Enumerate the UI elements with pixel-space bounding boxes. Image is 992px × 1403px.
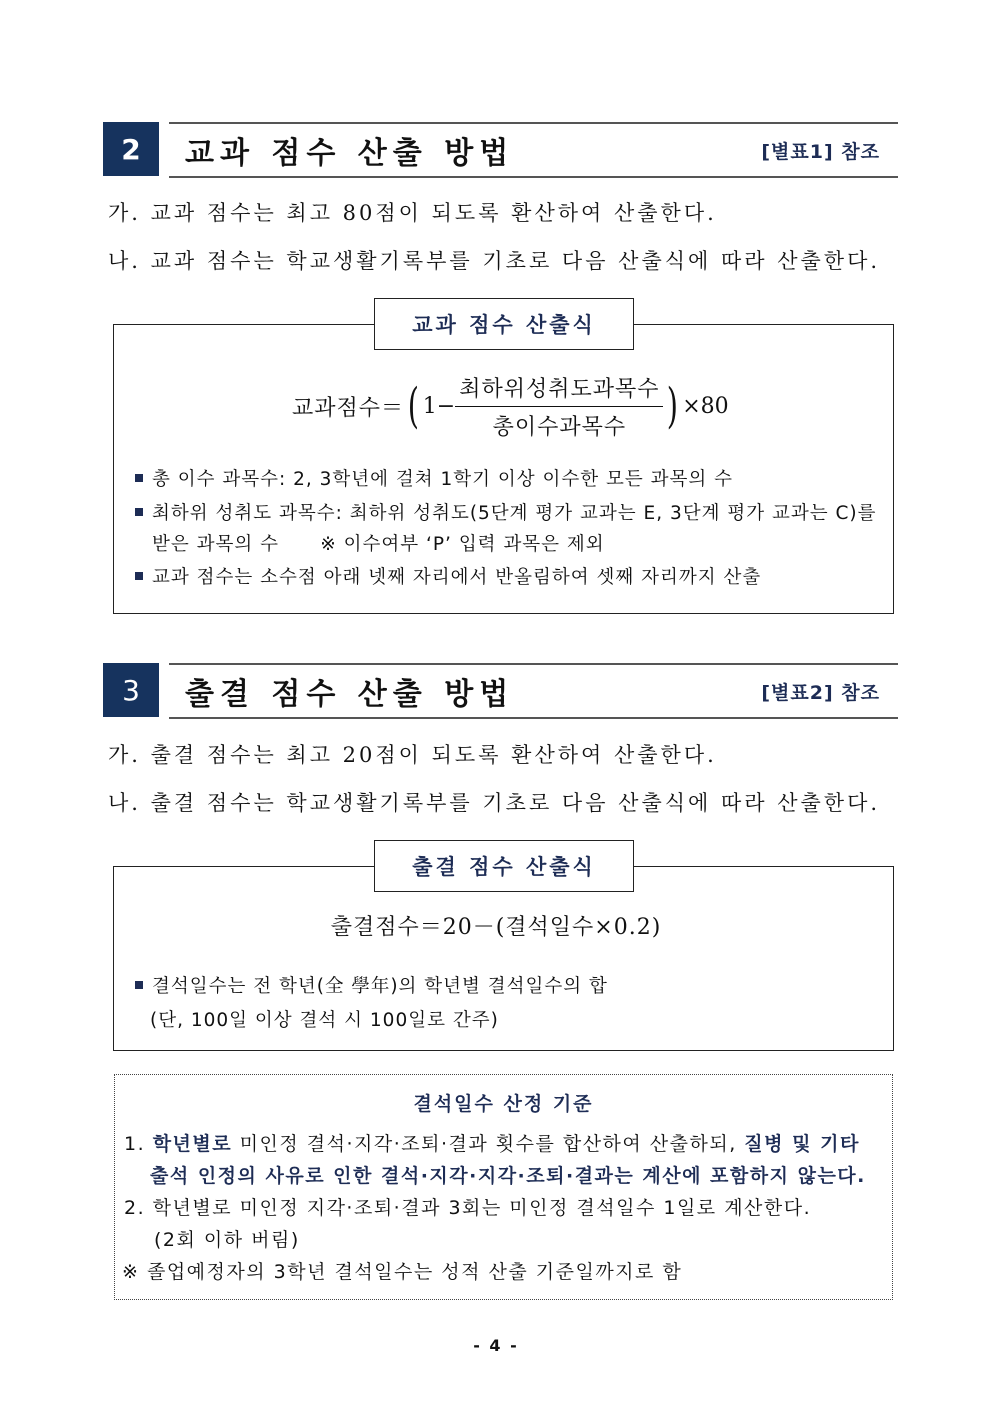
bullet-item	[135, 465, 733, 491]
section-number: 2	[103, 122, 159, 176]
section-number: 3	[103, 663, 159, 717]
formula-box-title: 출결 점수 산출식	[374, 840, 634, 892]
criteria-item-1	[124, 1129, 860, 1156]
paragraph-ga: 가. 출결 점수는 최고 20점이 되도록 환산하여 산출한다.	[108, 743, 717, 767]
criteria-item-2: 2. 학년별로 미인정 지각·조퇴·결과 3회는 미인정 결석일수 1일로 계산한다.	[124, 1197, 812, 1219]
formula-lhs: 교과점수＝	[292, 395, 405, 421]
formula-one-minus: 1−	[422, 393, 456, 419]
page-number: - 4 -	[473, 1336, 519, 1355]
item-number: 1.	[124, 1133, 146, 1155]
square-bullet-icon	[135, 508, 143, 516]
formula-open-paren: (	[407, 378, 420, 434]
paragraph-na: 나. 출결 점수는 학교생활기록부를 기초로 다음 산출식에 따라 산출한다.	[108, 791, 881, 815]
item-bold-text: 학년별로	[152, 1133, 233, 1155]
formula-times-80: ×80	[682, 393, 729, 419]
bullet-item	[135, 499, 877, 525]
formula-box-title: 교과 점수 산출식	[374, 298, 634, 350]
paragraph-na: 나. 교과 점수는 학교생활기록부를 기초로 다음 산출식에 따라 산출한다.	[108, 249, 881, 273]
section-title: 출결 점수 산출 방법	[185, 677, 515, 712]
bullet-text: 최하위 성취도 과목수: 최하위 성취도(5단계 평가 교과는 E, 3단계 평가 교과는 C)를	[152, 503, 877, 524]
section-title: 교과 점수 산출 방법	[185, 136, 515, 171]
section-header	[169, 122, 898, 178]
formula-numerator: 최하위성취도과목수	[455, 372, 663, 407]
formula-close-paren: )	[667, 378, 679, 434]
bullet-text: 결석일수는 전 학년(全 學年)의 학년별 결석일수의 합	[152, 976, 608, 997]
bullet-item	[135, 563, 761, 589]
item-bold-text: 질병 및 기타	[744, 1133, 860, 1155]
criteria-note: ※ 졸업예정자의 3학년 결석일수는 성적 산출 기준일까지로 함	[122, 1261, 683, 1283]
criteria-title: 결석일수 산정 기준	[413, 1093, 594, 1115]
section-reference: [별표1] 참조	[761, 141, 880, 163]
formula-denominator: 총이수과목수	[492, 414, 627, 440]
square-bullet-icon	[135, 572, 143, 580]
bullet-text: 총 이수 과목수: 2, 3학년에 걸쳐 1학기 이상 이수한 모든 과목의 수	[152, 469, 734, 490]
bullet-continuation: 받은 과목의 수 ※ 이수여부 ‘P’ 입력 과목은 제외	[152, 534, 605, 555]
criteria-item-1-line2: 출석 인정의 사유로 인한 결석·지각·지각·조퇴·결과는 계산에 포함하지 않는다.	[150, 1165, 866, 1187]
criteria-item-2-line2: (2회 이하 버림)	[154, 1229, 300, 1251]
section-reference: [별표2] 참조	[761, 682, 880, 704]
paragraph-ga: 가. 교과 점수는 최고 80점이 되도록 환산하여 산출한다.	[108, 201, 717, 225]
item-text: 미인정 결석·지각·조퇴·결과 횟수를 합산하여 산출하되,	[232, 1133, 745, 1155]
square-bullet-icon	[135, 474, 143, 482]
section-header	[169, 663, 898, 719]
score-formula	[292, 376, 729, 440]
formula-fraction	[455, 372, 663, 441]
bullet-text: 교과 점수는 소수점 아래 넷째 자리에서 반올림하여 셋째 자리까지 산출	[152, 567, 762, 588]
bullet-item	[135, 972, 608, 998]
square-bullet-icon	[135, 981, 143, 989]
attendance-formula: 출결점수＝20－(결석일수×0.2)	[330, 915, 662, 940]
bullet-continuation: (단, 100일 이상 결석 시 100일로 간주)	[150, 1010, 499, 1031]
